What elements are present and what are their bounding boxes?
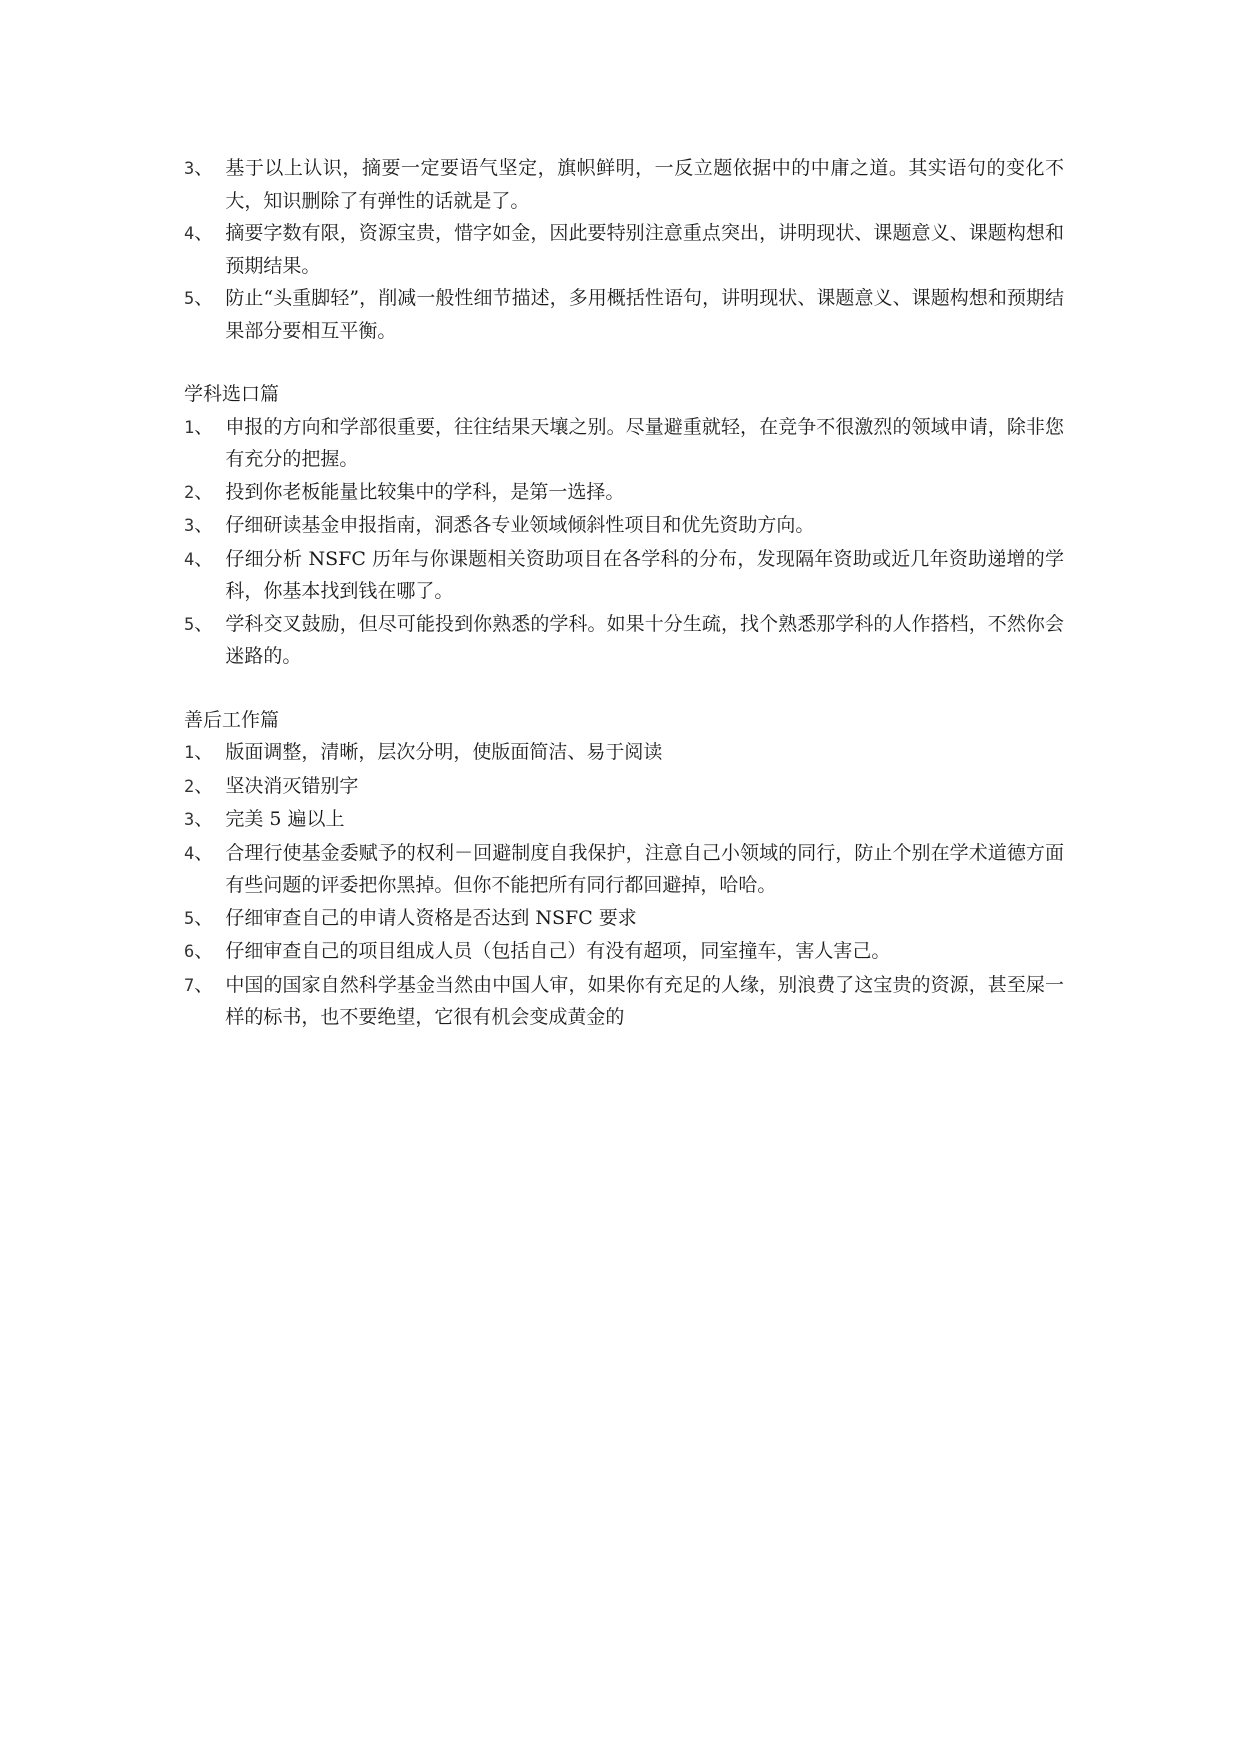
item-text: 版面调整，清晰，层次分明，使版面简洁、易于阅读 (225, 741, 663, 763)
item-text: 仔细研读基金申报指南，洞悉各专业领域倾斜性项目和优先资助方向。 (225, 514, 815, 536)
item-number: 4、 (184, 841, 226, 864)
section-heading: 善后工作篇 (184, 708, 280, 731)
item-number: 6、 (184, 940, 226, 962)
item-text: 防止“头重脚轻”，削减一般性细节描述，多用概括性语句，讲明现状、课题意义、课题构想和预期结果部分要相互平衡。 (225, 287, 1064, 342)
list-item (184, 935, 1064, 969)
list-item (184, 803, 1064, 837)
item-number: 5、 (184, 287, 226, 309)
item-number: 5、 (184, 612, 226, 635)
item-text: 仔细审查自己的申请人资格是否达到 NSFC 要求 (225, 906, 637, 929)
item-text: 申报的方向和学部很重要，往往结果天壤之别。尽量避重就轻，在竞争不很激烈的领域申请，除非您有充分的把握。 (225, 415, 1064, 470)
item-number: 2、 (184, 480, 226, 503)
list-item (184, 770, 1064, 804)
item-text: 中国的国家自然科学基金当然由中国人审，如果你有充足的人缘，别浪费了这宝贵的资源，甚至屎一样的标书，也不要绝望，它很有机会变成黄金的 (225, 973, 1064, 1028)
item-text: 摘要字数有限，资源宝贵，惜字如金，因此要特别注意重点突出，讲明现状、课题意义、课题构想和预期结果。 (225, 222, 1064, 277)
list-item (184, 543, 1064, 608)
item-text: 投到你老板能量比较集中的学科，是第一选择。 (225, 480, 625, 503)
item-number: 3、 (184, 514, 226, 536)
item-number: 1、 (184, 415, 226, 438)
item-number: 4、 (184, 222, 226, 244)
item-number: 4、 (184, 547, 226, 570)
item-number: 7、 (184, 973, 226, 996)
section-abstract-tips (184, 152, 1064, 347)
item-text: 完美 5 遍以上 (225, 808, 345, 830)
list-item (184, 736, 1064, 770)
item-number: 3、 (184, 157, 226, 179)
list-item (184, 902, 1064, 936)
list-item (184, 152, 1064, 217)
list-item (184, 608, 1064, 673)
item-number: 3、 (184, 808, 226, 830)
section-discipline-selection (184, 378, 1064, 673)
list-item (184, 282, 1064, 347)
item-number: 2、 (184, 774, 226, 797)
item-number: 1、 (184, 741, 226, 763)
list-item (184, 411, 1064, 476)
section-heading: 学科选口篇 (184, 383, 280, 405)
item-text: 仔细分析 NSFC 历年与你课题相关资助项目在各学科的分布，发现隔年资助或近几年资助递增的学科，你基本找到钱在哪了。 (225, 547, 1064, 602)
item-text: 坚决消灭错别字 (225, 774, 359, 797)
list-item (184, 476, 1064, 510)
list-item (184, 217, 1064, 282)
document-page (184, 152, 1064, 1034)
list-item (184, 969, 1064, 1034)
list-item (184, 509, 1064, 543)
item-number: 5、 (184, 906, 226, 929)
section-aftercare (184, 704, 1064, 1034)
item-text: 基于以上认识，摘要一定要语气坚定，旗帜鲜明，一反立题依据中的中庸之道。其实语句的变化不大，知识删除了有弹性的话就是了。 (225, 157, 1064, 212)
item-text: 合理行使基金委赋予的权利－回避制度自我保护，注意自己小领域的同行，防止个别在学术道德方面有些问题的评委把你黑掉。但你不能把所有同行都回避掉，哈哈。 (225, 841, 1064, 896)
list-item (184, 837, 1064, 902)
item-text: 仔细审查自己的项目组成人员（包括自己）有没有超项，同室撞车，害人害己。 (225, 940, 891, 962)
item-text: 学科交叉鼓励，但尽可能投到你熟悉的学科。如果十分生疏，找个熟悉那学科的人作搭档，不然你会迷路的。 (225, 612, 1064, 667)
